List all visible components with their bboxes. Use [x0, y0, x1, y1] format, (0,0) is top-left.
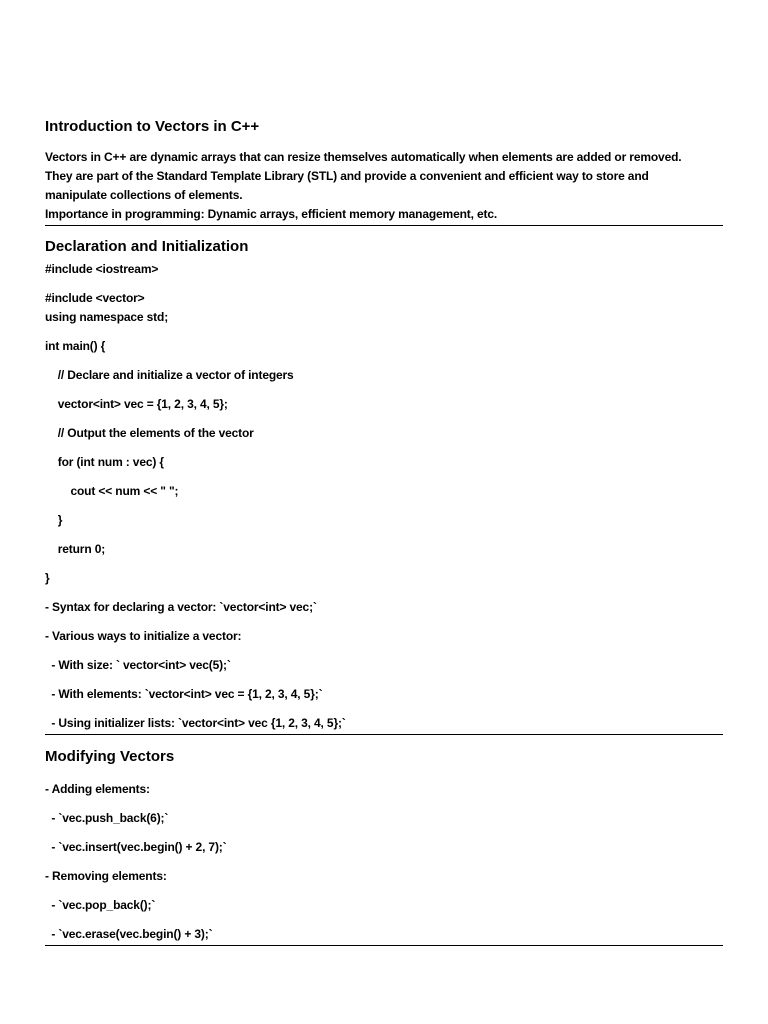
- code-line: return 0;: [45, 542, 106, 556]
- bullet-line: - Syntax for declaring a vector: `vector<int> vec;`: [45, 600, 317, 614]
- code-line: // Output the elements of the vector: [45, 426, 254, 440]
- code-line: vector<int> vec = {1, 2, 3, 4, 5};: [45, 397, 228, 411]
- section-heading-declaration: Declaration and Initialization: [45, 238, 249, 255]
- bullet-line: - `vec.push_back(6);`: [45, 811, 169, 825]
- code-line: }: [45, 571, 50, 585]
- bullet-line: - `vec.pop_back();`: [45, 898, 156, 912]
- code-line: // Declare and initialize a vector of integers: [45, 368, 294, 382]
- bullet-line: - Adding elements:: [45, 782, 150, 796]
- bullet-line: - Removing elements:: [45, 869, 167, 883]
- intro-line: Importance in programming: Dynamic arrays, efficient memory management, etc.: [45, 207, 498, 221]
- code-line: int main() {: [45, 339, 106, 353]
- code-line: cout << num << " ";: [45, 484, 179, 498]
- code-line: for (int num : vec) {: [45, 455, 164, 469]
- section-divider: [45, 225, 723, 226]
- bullet-line: - With size: ` vector<int> vec(5);`: [45, 658, 231, 672]
- intro-line: Vectors in C++ are dynamic arrays that can resize themselves automatically when elements are added or removed.: [45, 150, 682, 164]
- bullet-line: - `vec.insert(vec.begin() + 2, 7);`: [45, 840, 227, 854]
- intro-line: manipulate collections of elements.: [45, 188, 243, 202]
- code-line: #include <iostream>: [45, 262, 159, 276]
- section-divider: [45, 734, 723, 735]
- code-line: }: [45, 513, 63, 527]
- bullet-line: - Using initializer lists: `vector<int> vec {1, 2, 3, 4, 5};`: [45, 716, 346, 730]
- section-heading-modifying: Modifying Vectors: [45, 748, 175, 765]
- bullet-line: - Various ways to initialize a vector:: [45, 629, 242, 643]
- code-line: using namespace std;: [45, 310, 169, 324]
- bullet-line: - `vec.erase(vec.begin() + 3);`: [45, 927, 213, 941]
- intro-line: They are part of the Standard Template Library (STL) and provide a convenient and efficient way to store and: [45, 169, 649, 183]
- section-divider: [45, 945, 723, 946]
- code-line: #include <vector>: [45, 291, 145, 305]
- section-heading-intro: Introduction to Vectors in C++: [45, 118, 260, 135]
- bullet-line: - With elements: `vector<int> vec = {1, 2, 3, 4, 5};`: [45, 687, 323, 701]
